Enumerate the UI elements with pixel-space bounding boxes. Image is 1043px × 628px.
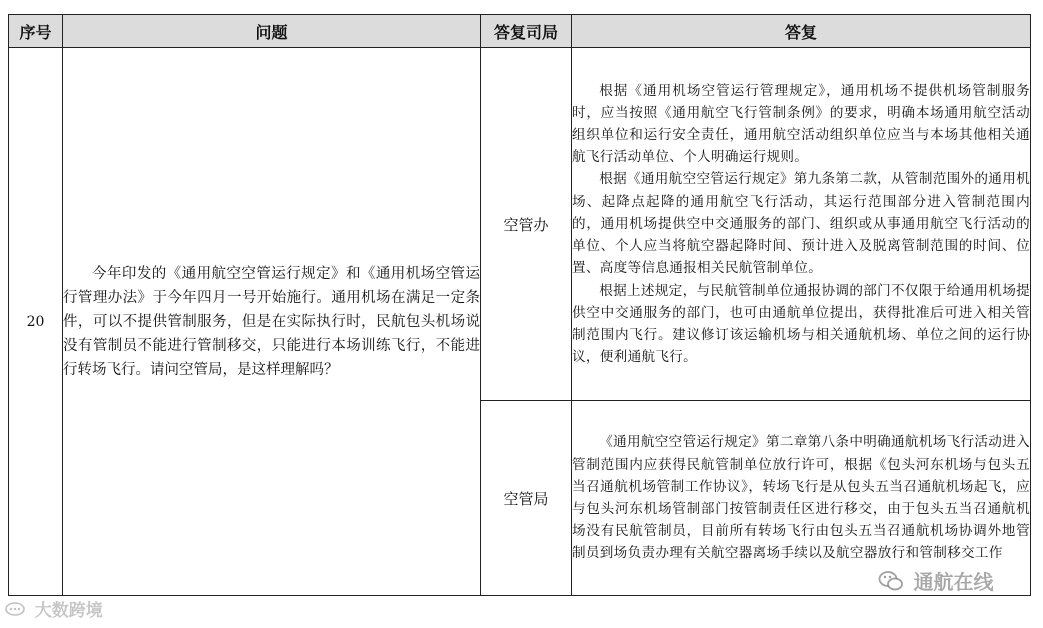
watermark-right <box>878 566 994 598</box>
document-page <box>8 0 1031 628</box>
watermark-left <box>4 596 103 622</box>
qa-table <box>8 14 1031 596</box>
watermark-left-text: 大数跨境 <box>34 601 103 620</box>
header-answer: 答复 <box>572 15 1031 48</box>
wechat-icon <box>878 570 904 598</box>
answer-paragraph: 根据上述规定，与民航管制单位通报协调的部门不仅限于给通用机场提供空中交通服务的部门，也可由通航单位提出，获得批准后可进入相关管制范围内飞行。建议修订该运输机场与相关通航机场、单位之间的运行协议，便利通航飞行。 <box>572 282 1030 366</box>
table-row <box>9 48 1031 401</box>
watermark-right-text: 通航在线 <box>913 572 994 594</box>
answer-paragraph: 根据《通用机场空管运行管理规定》，通用机场不提供机场管制服务时，应当按照《通用航空飞行管制条例》的要求，明确本场通用航空活动组织单位和运行安全责任，通用航空活动组织单位应当与本场其他相关通航飞行活动单位、个人明确运行规则。 <box>572 82 1030 166</box>
chat-bubble-icon <box>4 601 26 622</box>
row-number: 20 <box>9 48 63 596</box>
department-cell: 空管办 <box>481 48 572 401</box>
department-cell: 空管局 <box>481 401 572 596</box>
table-header-row <box>9 15 1031 48</box>
answer-paragraph: 《通用航空空管运行规定》第二章第八条中明确通航机场飞行活动进入管制范围内应获得民航管制单位放行许可，根据《包头河东机场与包头五当召通航机场管制工作协议》，转场飞行是从包头五当召通航机场起飞，应与包头河东机场管制部门按管制责任区进行移交，由于包头五当召通航机场没有民航管制员，目前所有转场飞行由包头五当召通航机场协调外地管制员到场负责办理有关航空器离场手续以及航空器放行和管制移交工作 <box>572 434 1030 562</box>
question-text: 今年印发的《通用航空空管运行规定》和《通用机场空管运行管理办法》于今年四月一号开始施行。通用机场在满足一定条件，可以不提供管制服务，但是在实际执行时，民航包头机场说没有管制员不能进行管制移交，只能进行本场训练飞行，不能进行转场飞行。请问空管局，是这样理解吗？ <box>63 265 480 378</box>
header-number: 序号 <box>9 15 63 48</box>
answer-paragraph: 根据《通用航空空管运行规定》第九条第二款，从管制范围外的通用机场、起降点起降的通用航空飞行活动，其运行范围部分进入管制范围内的，通用机场提供空中交通服务的部门、组织或从事通用航空飞行活动的单位、个人应当将航空器起降时间、预计进入及脱离管制范围的时间、位置、高度等信息通报相关民航管制单位。 <box>572 171 1030 277</box>
header-question: 问题 <box>63 15 481 48</box>
header-department: 答复司局 <box>481 15 572 48</box>
answer-cell <box>572 48 1031 401</box>
question-cell <box>63 48 481 596</box>
